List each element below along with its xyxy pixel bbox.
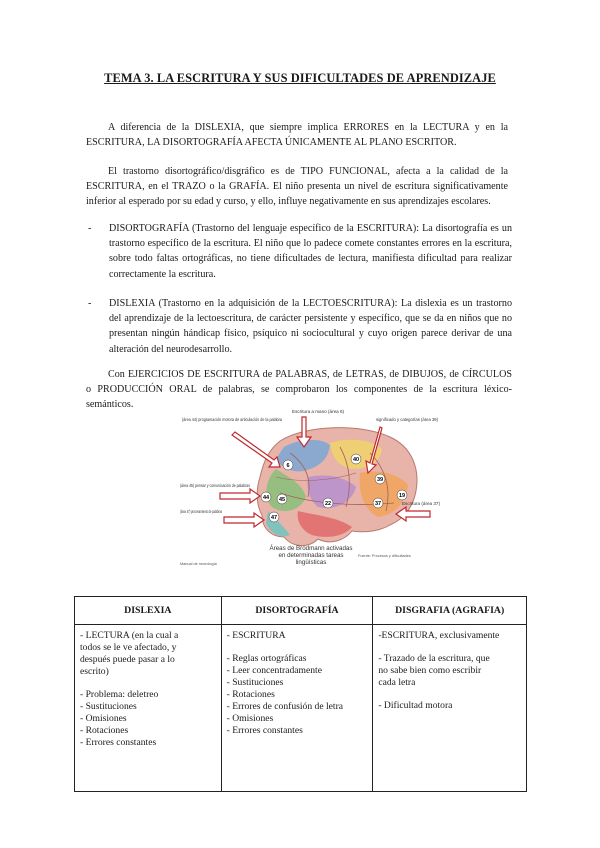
brain-diagram — [180, 407, 442, 572]
cell-line: - Errores constantes — [80, 737, 157, 748]
cell-line: - ESCRITURA — [226, 630, 286, 641]
cell-line: después puede pasar a lo — [80, 654, 175, 665]
comparison-table — [74, 596, 527, 792]
intro-paragraph: A diferencia de la DISLEXIA, que siempre implica ERRORES en la LECTURA y en la ESCRITURA, LA DISORTOGRAFÍA AFECTA ÚNICAMENTE AL PLANO ESCRITOR. — [86, 122, 508, 149]
cell-disortografia — [221, 625, 373, 792]
table-row — [75, 625, 527, 792]
area-number: 40 — [352, 457, 360, 463]
cell-line: escrito) — [80, 666, 109, 677]
area-number: 45 — [278, 497, 286, 503]
cell-line: - Omisiones — [80, 713, 127, 724]
caption-line3: lingüísticas — [295, 559, 327, 566]
cell-dislexia — [75, 625, 222, 792]
cell-line: todos se le ve afectado, y — [80, 642, 177, 653]
small-source-left: Manual de neurología — [180, 562, 217, 566]
label-right1: significado y categorías (área 39) — [376, 417, 439, 422]
header-dislexia: DISLEXIA — [75, 597, 222, 625]
label-top: Escritura a mano (área 6) — [292, 409, 345, 414]
bullet-text: DISLEXIA (Trastorno en la adquisición de la LECTOESCRITURA): La dislexia es un trastorno del aprendizaje de la lectoescritura, de carácter persistente y específico, que se da en niños que no presentan ningún hándicap físico, psíquico ni sociocultural y cuyo origen parece derivar de una alteración del neurodesarrollo. — [109, 298, 512, 355]
cell-line: no sabe bien como escribir — [378, 665, 482, 676]
cell-line: - Errores constantes — [226, 725, 303, 736]
area-number: 6 — [286, 463, 290, 469]
area-number: 22 — [324, 501, 332, 507]
label-left1: (área 44) programación motora de articulación de la palabra — [182, 417, 283, 422]
area-number: 44 — [262, 495, 270, 501]
caption-line1: Áreas de Brodmann activadas — [269, 545, 353, 552]
brodmann-figure — [180, 407, 442, 572]
bullet-dash: - — [88, 298, 92, 309]
cell-disgrafia — [373, 625, 527, 792]
cell-line: - Problema: deletreo — [80, 689, 159, 700]
cell-line: - Rotaciones — [226, 689, 275, 700]
cell-line: - Sustituciones — [80, 701, 137, 712]
functional-paragraph: El trastorno disortográfico/disgráfico es de TIPO FUNCIONAL, afecta a la calidad de la ESCRITURA, en el TRAZO o la GRAFÍA. El niño presenta un nivel de escritura significativamente inferior al esperado por su edad y curso, y ello, influye negativamente en sus aprendizajes escolares. — [86, 166, 508, 208]
cell-line: - Sustituciones — [226, 677, 284, 688]
page-title: TEMA 3. LA ESCRITURA Y SUS DIFICULTADES DE APRENDIZAJE — [104, 71, 496, 85]
arrow-left3 — [224, 513, 264, 527]
area-number: 19 — [398, 493, 406, 499]
cell-line: - Rotaciones — [80, 725, 129, 736]
caption-line2: en determinadas tareas — [278, 552, 344, 559]
cell-line: - Omisiones — [226, 713, 274, 724]
table-header-row — [75, 597, 527, 625]
cell-line: - Dificultad motora — [378, 700, 453, 711]
cell-line: cada letra — [378, 677, 416, 688]
header-disgrafia: DISGRAFIA (AGRAFIA) — [373, 597, 527, 625]
bullet-dash: - — [88, 223, 92, 234]
small-source-right: Fuente: Procesos y dificultades — [358, 554, 411, 558]
label-left3: (área 47) procesamiento de palabras — [180, 509, 223, 514]
exercises-paragraph: Con EJERCICIOS DE ESCRITURA de PALABRAS, de LETRAS, de DIBUJOS, de CÍRCULOS o PRODUCCIÓN ORAL de palabras, se comprobaron los componentes de la escritura léxico-semánticos. — [86, 369, 512, 411]
bullet-disortografia — [86, 221, 512, 282]
cell-line: - Errores de confusión de letra — [226, 701, 344, 712]
cell-line: - Reglas ortográficas — [226, 653, 307, 664]
cell-line: -ESCRITURA, exclusivamente — [378, 630, 500, 641]
arrow-left2 — [220, 489, 260, 503]
bullet-dislexia — [86, 296, 512, 357]
area-number: 39 — [376, 477, 384, 483]
cell-line: - LECTURA (en la cual a — [80, 630, 179, 641]
area-number: 37 — [374, 501, 382, 507]
cell-line: - Trazado de la escritura, que — [378, 653, 490, 664]
header-disortografia: DISORTOGRAFÍA — [221, 597, 373, 625]
bullet-text: DISORTOGRAFÍA (Trastorno del lenguaje específico de la ESCRITURA): La disortografía es un trastorno específico de la escritura. El niño que lo padece comete constantes errores en la escritura, sobre todo faltas ortográficas, no tiene dificultades de lectura, manifiesta dificultad para realizar correctamente la escritura. — [109, 223, 512, 280]
cell-line: - Leer concentradamente — [226, 665, 322, 676]
label-right2: Escritura (área 37) — [402, 501, 441, 506]
area-number: 47 — [270, 515, 278, 521]
label-left2: (área 45) pensar y comunicación de palabras — [180, 483, 251, 488]
